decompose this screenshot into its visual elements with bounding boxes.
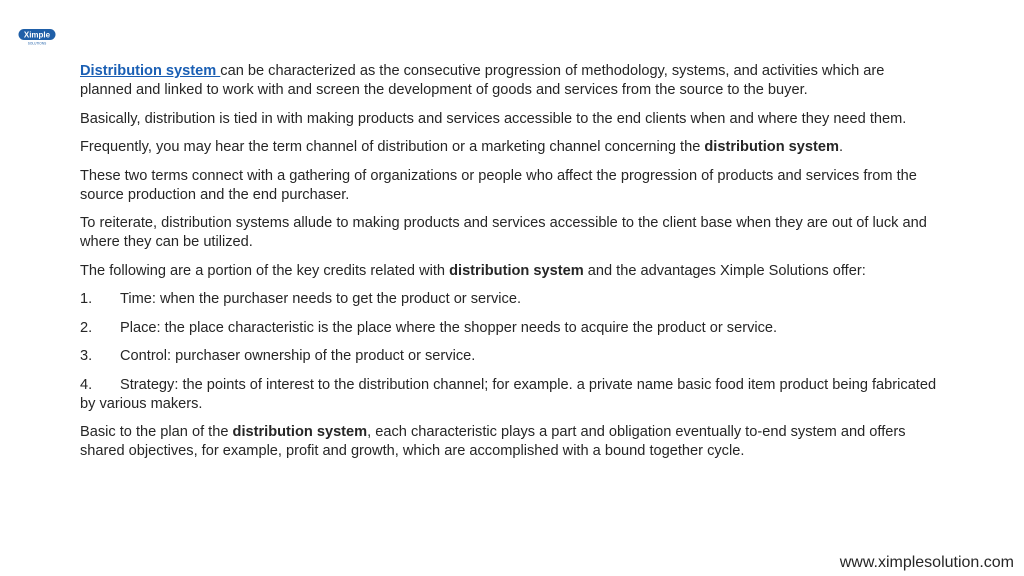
paragraph-7-post: , each characteristic plays a part and obligation eventually to-end system and offers shared objectives, for example, profit and growth, which are accomplished with a bound together cycle.	[80, 424, 906, 459]
paragraph-1	[80, 62, 940, 100]
list-item-text: Strategy: the points of interest to the distribution channel; for example. a private name basic food item product being fabricated by various makers.	[80, 376, 937, 412]
paragraph-6-bold: distribution system	[449, 262, 584, 279]
footer-url: www.ximplesolution.com	[839, 554, 1014, 571]
list-item	[80, 319, 940, 338]
paragraph-7-pre: Basic to the plan of the	[80, 424, 233, 440]
paragraph-3-post: .	[838, 139, 844, 155]
paragraph-5: To reiterate, distribution systems allude to making products and services accessible to the client base when they are out of luck and where they can be utilized.	[80, 215, 927, 250]
paragraph-6-post: and the advantages Ximple Solutions offer:	[583, 262, 866, 279]
list-item-text: Place: the place characteristic is the place where the shopper needs to acquire the product or service.	[120, 319, 778, 336]
paragraph-7	[80, 423, 940, 461]
list-item-number: 1.	[80, 291, 93, 307]
paragraph-4: These two terms connect with a gathering of organizations or people who affect the progression of products and services from the source production and the end purchaser.	[80, 167, 917, 203]
distribution-system-link[interactable]: Distribution system	[80, 63, 221, 79]
paragraph-3-pre: Frequently, you may hear the term channel of distribution or a marketing channel concerning the	[80, 139, 705, 155]
list-item-number: 4.	[80, 376, 93, 393]
list-item-text: Control: purchaser ownership of the product or service.	[120, 348, 476, 364]
logo-text: Ximple	[23, 30, 51, 40]
article-body	[80, 62, 940, 471]
paragraph-3	[80, 138, 940, 157]
paragraph-7-bold: distribution system	[232, 424, 368, 440]
paragraph-3-bold: distribution system	[704, 139, 839, 155]
paragraph-1-text: can be characterized as the consecutive progression of methodology, systems, and activities which are planned and linked to work with and screen the development of goods and services from the source to the buyer.	[80, 63, 885, 98]
logo-subtext: SOLUTIONS	[27, 41, 47, 46]
list-item	[80, 376, 940, 414]
list-item	[80, 347, 940, 366]
ximple-logo	[18, 28, 56, 46]
paragraph-6	[80, 262, 940, 281]
paragraph-6-pre: The following are a portion of the key credits related with	[80, 262, 450, 279]
list-item-number: 3.	[80, 348, 93, 364]
list-item-text: Time: when the purchaser needs to get the product or service.	[120, 291, 522, 307]
list-item	[80, 290, 940, 309]
list-item-number: 2.	[80, 319, 93, 336]
paragraph-2: Basically, distribution is tied in with making products and services accessible to the end clients when and where they need them.	[80, 110, 907, 127]
